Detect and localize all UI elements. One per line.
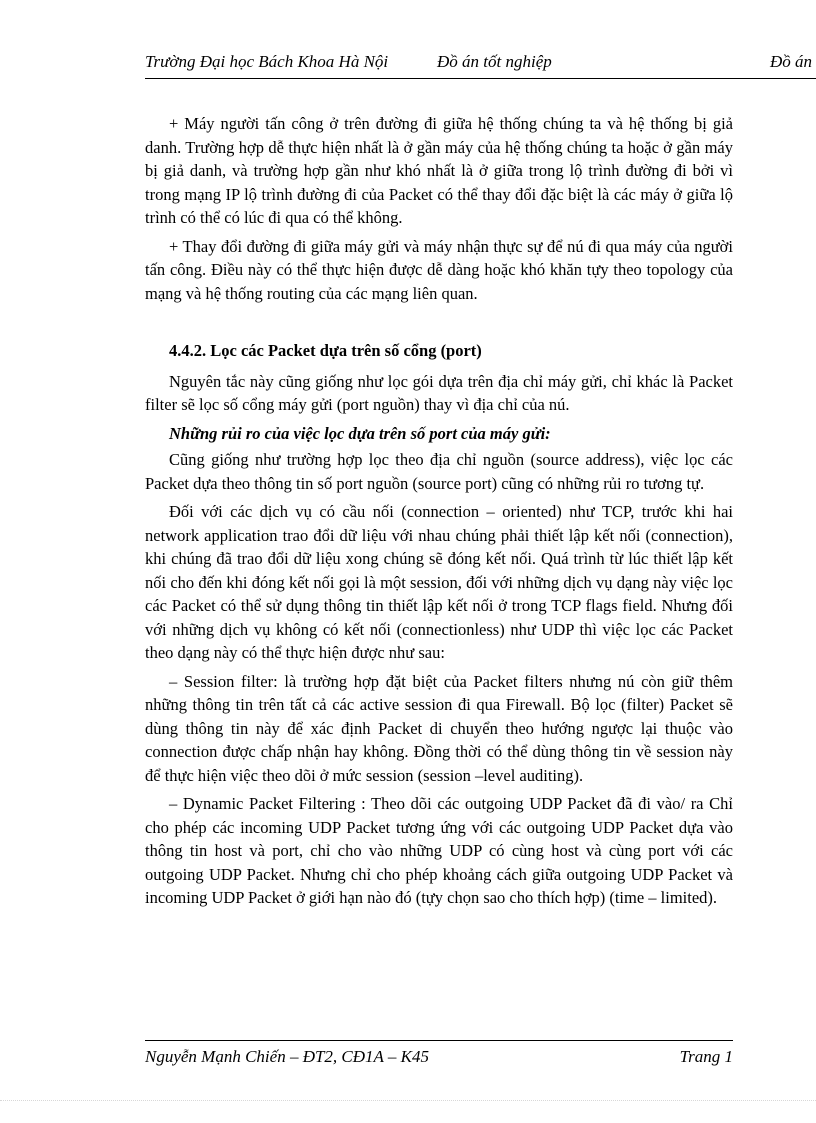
paragraph-attacker-path: + Máy người tấn công ở trên đường đi giữa hệ thống chúng ta và hệ thống bị giả danh. Trường hợp dễ thực hiện nhất là ở gần máy của hệ thống chúng ta hoặc ở gần máy bị giả danh, và trường hợp gần như khó nhất là ở giữa trong lộ trình đường đi bởi vì trong mạng IP lộ trình đường đi của Packet có thể thay đổi đặc biệt là các máy ở giữa lộ trình có thể có lúc đi qua có thể không. — [145, 114, 733, 227]
paragraph-session-filter: – Session filter: là trường hợp đặt biệt của Packet filters nhưng nú còn giữ thêm những thông tin trên tất cả các active session đi qua Firewall. Bộ lọc (filter) Packet sẽ dùng thông tin này để xác định Packet di chuyển theo hướng ngược lại thuộc vào connection được chấp nhận hay không. Đồng thời có thể dùng thông tin về session này để thực hiện việc theo dõi ở mức session (session –level auditing). — [145, 671, 733, 785]
section-heading: 4.4.2. Lọc các Packet dựa trên số cổng (port) — [169, 341, 482, 360]
page-footer — [145, 1047, 733, 1071]
paragraph-route-change: + Thay đổi đường đi giữa máy gửi và máy nhận thực sự để nú đi qua máy của người tấn công. Điều này có thể thực hiện được dễ dàng hoặc khó khăn tựy theo topology của mạng và hệ thống routing của các mạng liên quan. — [145, 236, 733, 303]
page-number: Trang 1 — [679, 1047, 733, 1066]
paragraph-dynamic-filtering: – Dynamic Packet Filtering : Theo dõi các outgoing UDP Packet đã đi vào/ ra Chỉ cho phép các incoming UDP Packet tương ứng với các outgoing UDP Packet dựa vào thông tin host và port, chỉ cho vào những UDP có cùng host và cùng port với các outgoing UDP Packet. Nhưng chỉ cho phép khoảng cách giữa outgoing UDP Packet và incoming UDP Packet ở giới hạn nào đó (tựy chọn sao cho thích hợp) (time – limited). — [145, 794, 733, 907]
page-header — [145, 52, 816, 78]
header-school: Trường Đại học Bách Khoa Hà Nội — [145, 52, 389, 71]
header-project: Đồ án tốt nghiệp — [437, 52, 552, 71]
footer-author: Nguyễn Mạnh Chiến – ĐT2, CĐ1A – K45 — [145, 1047, 429, 1066]
paragraph-principle: Nguyên tắc này cũng giống như lọc gói dựa trên địa chỉ máy gửi, chỉ khác là Packet filter sẽ lọc số cổng máy gửi (port nguồn) thay vì địa chỉ của nú. — [145, 371, 733, 414]
document-body — [145, 112, 733, 915]
risk-subheading: Những rủi ro của việc lọc dựa trên số port của máy gửi: — [169, 423, 551, 443]
paragraph-connection-oriented: Đối với các dịch vụ có cầu nối (connection – oriented) như TCP, trước khi hai network application trao đổi dữ liệu với nhau chúng phải thiết lập kết nối (connection), khi chúng đã trao đổi dữ liệu xong chúng sẽ đóng kết nối. Quá trình từ lúc thiết lập kết nối cho đến khi đóng kết nối gọi là một session, đối với những dịch vụ dạng này việc lọc các Packet có thể sử dụng thông tin thiết lập kết nối ở trong TCP flags field. Nhưng đối với những dịch vụ không có kết nối (connectionless) như UDP thì việc lọc các Packet theo dạng này có thể thực hiện được như sau: — [145, 502, 733, 662]
footer-rule — [145, 1040, 733, 1041]
header-right: Đồ án — [770, 52, 813, 71]
paragraph-source-port-risk: Cũng giống như trường hợp lọc theo địa chỉ nguồn (source address), việc lọc các Packet dựa theo thông tin số port nguồn (source port) cũng có những rủi ro tương tự. — [145, 450, 733, 493]
page-edge-divider — [0, 1100, 816, 1101]
header-rule — [145, 78, 816, 79]
